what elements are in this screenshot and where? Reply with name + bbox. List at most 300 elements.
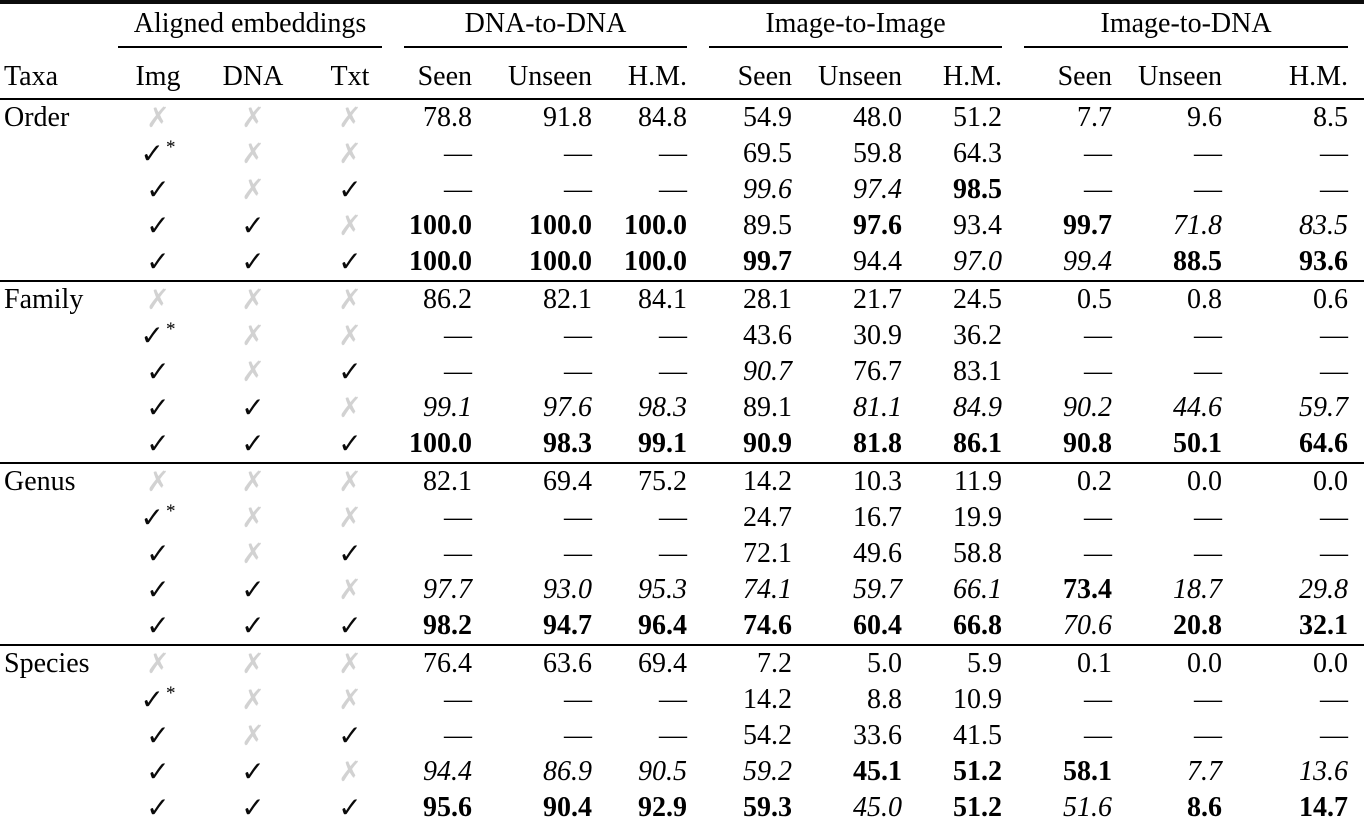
table-row bbox=[0, 208, 1364, 244]
value-cell: 74.1 bbox=[743, 574, 793, 605]
table-row bbox=[0, 682, 1364, 718]
column-header-img2dna-hm: H.M. bbox=[1238, 55, 1364, 99]
value-cell: 18.7 bbox=[1173, 574, 1223, 605]
value-cell: 0.2 bbox=[1018, 463, 1128, 500]
check-icon bbox=[112, 500, 204, 536]
value-cell: 7.7 bbox=[1187, 756, 1223, 787]
check-icon: ✓ bbox=[241, 611, 265, 642]
cross-icon: ✗ bbox=[338, 575, 362, 606]
value-cell: 69.4 bbox=[488, 463, 608, 500]
check-icon: ✓ bbox=[338, 539, 362, 570]
group-header-spacer bbox=[0, 2, 112, 55]
group-label: Aligned embeddings bbox=[118, 8, 382, 48]
check-icon: ✓ bbox=[140, 139, 164, 170]
cross-icon: ✗ bbox=[338, 103, 362, 134]
value-cell: 16.7 bbox=[853, 502, 903, 533]
check-icon: ✓ bbox=[146, 175, 170, 206]
taxon-label: Order bbox=[4, 102, 70, 133]
value-cell: — bbox=[564, 320, 592, 351]
value-cell: 10.9 bbox=[953, 684, 1003, 715]
check-icon bbox=[204, 608, 302, 645]
value-cell: — bbox=[1194, 684, 1223, 715]
check-icon bbox=[112, 790, 204, 822]
value-cell: 99.7 bbox=[1063, 210, 1113, 241]
cross-icon: ✗ bbox=[338, 321, 362, 352]
value-cell: 0.1 bbox=[1018, 645, 1128, 682]
column-header-img2img-seen: Seen bbox=[703, 55, 808, 99]
check-icon bbox=[112, 354, 204, 390]
cross-icon bbox=[302, 390, 398, 426]
value-cell: 11.9 bbox=[918, 463, 1018, 500]
check-icon: ✓ bbox=[146, 393, 170, 424]
value-cell: 54.2 bbox=[743, 720, 793, 751]
table-row bbox=[0, 318, 1364, 354]
table-row bbox=[0, 463, 1364, 500]
value-cell: 75.2 bbox=[608, 463, 703, 500]
cross-icon bbox=[204, 99, 302, 136]
taxon-label bbox=[0, 536, 112, 572]
value-cell: 29.8 bbox=[1299, 574, 1349, 605]
value-cell: 92.9 bbox=[638, 792, 688, 822]
check-icon bbox=[302, 354, 398, 390]
check-icon bbox=[302, 172, 398, 208]
check-icon bbox=[112, 682, 204, 718]
value-cell: 60.4 bbox=[853, 610, 903, 641]
table-row bbox=[0, 500, 1364, 536]
check-icon: ✓ bbox=[146, 793, 170, 822]
cross-icon: ✗ bbox=[338, 139, 362, 170]
value-cell: — bbox=[1084, 138, 1113, 169]
value-cell: — bbox=[659, 138, 688, 169]
value-cell: 8.8 bbox=[867, 684, 903, 715]
value-cell: 95.6 bbox=[423, 792, 472, 822]
value-cell: 43.6 bbox=[743, 320, 793, 351]
cross-icon: ✗ bbox=[338, 649, 362, 680]
check-icon bbox=[302, 608, 398, 645]
value-cell: — bbox=[1320, 138, 1349, 169]
table-header bbox=[0, 2, 1364, 99]
value-cell: 64.3 bbox=[953, 138, 1003, 169]
value-cell: — bbox=[1320, 684, 1349, 715]
value-cell: — bbox=[1084, 538, 1113, 569]
value-cell: — bbox=[1320, 356, 1349, 387]
value-cell: 28.1 bbox=[703, 281, 808, 318]
check-icon: ✓ bbox=[241, 793, 265, 822]
check-icon bbox=[302, 426, 398, 463]
value-cell: 99.4 bbox=[1063, 246, 1113, 277]
check-icon: ✓ bbox=[338, 429, 362, 460]
value-cell: — bbox=[564, 684, 592, 715]
value-cell: 100.0 bbox=[624, 210, 688, 241]
value-cell: 59.7 bbox=[1299, 392, 1349, 423]
value-cell: 89.5 bbox=[743, 210, 793, 241]
value-cell: — bbox=[444, 356, 472, 387]
value-cell: 14.2 bbox=[743, 684, 793, 715]
cross-icon bbox=[302, 645, 398, 682]
value-cell: 51.2 bbox=[953, 792, 1003, 822]
value-cell: — bbox=[444, 538, 472, 569]
value-cell: 83.5 bbox=[1299, 210, 1349, 241]
value-cell: 0.8 bbox=[1128, 281, 1238, 318]
cross-icon: ✗ bbox=[241, 503, 265, 534]
value-cell: 51.6 bbox=[1063, 792, 1113, 822]
value-cell: 90.2 bbox=[1063, 392, 1113, 423]
value-cell: 95.3 bbox=[638, 574, 688, 605]
value-cell: 86.2 bbox=[398, 281, 488, 318]
check-icon: ✓ bbox=[140, 503, 164, 534]
value-cell: 49.6 bbox=[853, 538, 903, 569]
column-header-row bbox=[0, 55, 1364, 99]
value-cell: 90.9 bbox=[743, 428, 793, 459]
value-cell: 0.6 bbox=[1238, 281, 1364, 318]
cross-icon bbox=[204, 463, 302, 500]
value-cell: 84.1 bbox=[608, 281, 703, 318]
cross-icon: ✗ bbox=[338, 503, 362, 534]
value-cell: 100.0 bbox=[529, 246, 592, 277]
cross-icon: ✗ bbox=[338, 467, 362, 498]
cross-icon bbox=[302, 500, 398, 536]
value-cell: 0.0 bbox=[1128, 463, 1238, 500]
cross-icon: ✗ bbox=[338, 211, 362, 242]
cross-icon: ✗ bbox=[241, 539, 265, 570]
column-header-dna2dna-seen: Seen bbox=[398, 55, 488, 99]
value-cell: 44.6 bbox=[1173, 392, 1223, 423]
value-cell: 32.1 bbox=[1299, 610, 1349, 641]
taxon-label bbox=[0, 244, 112, 281]
value-cell: — bbox=[1084, 320, 1113, 351]
value-cell: 81.1 bbox=[853, 392, 903, 423]
value-cell: 99.6 bbox=[743, 174, 793, 205]
cross-icon bbox=[204, 682, 302, 718]
value-cell: 76.7 bbox=[853, 356, 903, 387]
group-label: Image-to-DNA bbox=[1024, 8, 1348, 48]
table-row bbox=[0, 645, 1364, 682]
value-cell: 50.1 bbox=[1173, 428, 1223, 459]
cross-icon: ✗ bbox=[146, 467, 170, 498]
taxon-label bbox=[0, 790, 112, 822]
check-icon bbox=[204, 208, 302, 244]
cross-icon bbox=[204, 136, 302, 172]
value-cell: — bbox=[444, 320, 472, 351]
value-cell: — bbox=[1194, 356, 1223, 387]
asterisk-marker: * bbox=[165, 500, 176, 522]
check-icon: ✓ bbox=[338, 793, 362, 822]
value-cell: — bbox=[659, 720, 688, 751]
value-cell: 7.7 bbox=[1077, 102, 1113, 133]
taxon-label bbox=[0, 354, 112, 390]
cross-icon bbox=[112, 99, 204, 136]
cross-icon: ✗ bbox=[241, 321, 265, 352]
value-cell: 93.6 bbox=[1299, 246, 1349, 277]
asterisk-marker: * bbox=[165, 318, 176, 340]
table-row bbox=[0, 608, 1364, 645]
value-cell: — bbox=[1320, 720, 1349, 751]
value-cell: 33.6 bbox=[853, 720, 903, 751]
value-cell: — bbox=[1194, 320, 1223, 351]
value-cell: 97.7 bbox=[423, 574, 472, 605]
check-icon: ✓ bbox=[241, 211, 265, 242]
cross-icon bbox=[302, 572, 398, 608]
value-cell: — bbox=[1320, 320, 1349, 351]
cross-icon: ✗ bbox=[241, 285, 265, 316]
check-icon bbox=[112, 608, 204, 645]
cross-icon: ✗ bbox=[241, 175, 265, 206]
value-cell: 0.0 bbox=[1128, 645, 1238, 682]
table-row bbox=[0, 281, 1364, 318]
check-icon bbox=[204, 790, 302, 822]
value-cell: — bbox=[659, 502, 688, 533]
value-cell: 59.7 bbox=[853, 574, 903, 605]
value-cell: 69.5 bbox=[743, 138, 793, 169]
value-cell: 100.0 bbox=[409, 246, 472, 277]
check-icon: ✓ bbox=[338, 721, 362, 752]
value-cell: — bbox=[444, 174, 472, 205]
taxon-label bbox=[0, 682, 112, 718]
table-row bbox=[0, 390, 1364, 426]
check-icon bbox=[204, 390, 302, 426]
taxon-label bbox=[0, 426, 112, 463]
cross-icon bbox=[302, 99, 398, 136]
value-cell: 97.6 bbox=[543, 392, 592, 423]
value-cell: 36.2 bbox=[953, 320, 1003, 351]
taxon-label: Species bbox=[0, 645, 112, 682]
value-cell: 76.4 bbox=[398, 645, 488, 682]
value-cell: — bbox=[1194, 538, 1223, 569]
cross-icon: ✗ bbox=[338, 393, 362, 424]
check-icon: ✓ bbox=[241, 429, 265, 460]
value-cell: — bbox=[1084, 502, 1113, 533]
check-icon bbox=[302, 244, 398, 281]
taxon-label bbox=[0, 208, 112, 244]
value-cell: 64.6 bbox=[1299, 428, 1349, 459]
cross-icon: ✗ bbox=[146, 285, 170, 316]
value-cell: 59.2 bbox=[743, 756, 793, 787]
value-cell: 24.7 bbox=[743, 502, 793, 533]
value-cell: 86.1 bbox=[953, 428, 1003, 459]
cross-icon bbox=[302, 208, 398, 244]
cross-icon bbox=[302, 463, 398, 500]
check-icon: ✓ bbox=[338, 175, 362, 206]
value-cell: 98.5 bbox=[953, 174, 1003, 205]
value-cell: 86.9 bbox=[543, 756, 592, 787]
value-cell: 19.9 bbox=[953, 502, 1003, 533]
table-row bbox=[0, 136, 1364, 172]
value-cell: 8.6 bbox=[1187, 792, 1223, 822]
value-cell: 100.0 bbox=[409, 428, 472, 459]
value-cell: — bbox=[1320, 174, 1349, 205]
column-header-dna2dna-unseen: Unseen bbox=[488, 55, 608, 99]
value-cell: 84.9 bbox=[953, 392, 1003, 423]
value-cell: 24.5 bbox=[918, 281, 1018, 318]
value-cell: 100.0 bbox=[529, 210, 592, 241]
group-header-dna-to-dna bbox=[398, 2, 703, 55]
check-icon: ✓ bbox=[241, 247, 265, 278]
value-cell: 59.8 bbox=[853, 138, 903, 169]
value-cell: 0.0 bbox=[1238, 645, 1364, 682]
cross-icon: ✗ bbox=[241, 649, 265, 680]
check-icon: ✓ bbox=[146, 429, 170, 460]
value-cell: 59.3 bbox=[743, 792, 793, 822]
value-cell: 97.6 bbox=[853, 210, 903, 241]
taxon-label bbox=[0, 754, 112, 790]
value-cell: 30.9 bbox=[853, 320, 903, 351]
value-cell: 14.7 bbox=[1299, 792, 1349, 822]
cross-icon bbox=[204, 172, 302, 208]
value-cell: 88.5 bbox=[1173, 246, 1223, 277]
check-icon: ✓ bbox=[241, 575, 265, 606]
value-cell: 78.8 bbox=[423, 102, 472, 133]
value-cell: 41.5 bbox=[953, 720, 1003, 751]
value-cell: 99.1 bbox=[638, 428, 688, 459]
asterisk-marker: * bbox=[165, 682, 176, 704]
cross-icon: ✗ bbox=[338, 685, 362, 716]
value-cell: 48.0 bbox=[853, 102, 903, 133]
check-icon bbox=[112, 136, 204, 172]
value-cell: — bbox=[1084, 356, 1113, 387]
value-cell: 99.7 bbox=[743, 246, 793, 277]
check-icon: ✓ bbox=[140, 321, 164, 352]
check-icon bbox=[112, 754, 204, 790]
value-cell: — bbox=[444, 138, 472, 169]
check-icon: ✓ bbox=[146, 539, 170, 570]
cross-icon: ✗ bbox=[241, 139, 265, 170]
check-icon bbox=[112, 718, 204, 754]
value-cell: 21.7 bbox=[808, 281, 918, 318]
value-cell: 97.0 bbox=[953, 246, 1003, 277]
check-icon bbox=[112, 172, 204, 208]
cross-icon bbox=[204, 500, 302, 536]
value-cell: — bbox=[1084, 174, 1113, 205]
check-icon: ✓ bbox=[338, 611, 362, 642]
value-cell: — bbox=[659, 684, 688, 715]
value-cell: 96.4 bbox=[638, 610, 688, 641]
check-icon bbox=[112, 536, 204, 572]
check-icon: ✓ bbox=[241, 757, 265, 788]
value-cell: 98.3 bbox=[638, 392, 688, 423]
cross-icon bbox=[302, 136, 398, 172]
value-cell: — bbox=[659, 356, 688, 387]
value-cell: 70.6 bbox=[1063, 610, 1113, 641]
taxon-label bbox=[0, 572, 112, 608]
group-header-row bbox=[0, 2, 1364, 55]
value-cell: 45.1 bbox=[853, 756, 903, 787]
value-cell: 94.7 bbox=[543, 610, 592, 641]
cross-icon bbox=[302, 682, 398, 718]
value-cell: 83.1 bbox=[953, 356, 1003, 387]
value-cell: 94.4 bbox=[853, 246, 903, 277]
value-cell: 7.2 bbox=[703, 645, 808, 682]
value-cell: — bbox=[564, 538, 592, 569]
check-icon: ✓ bbox=[146, 757, 170, 788]
cross-icon bbox=[204, 718, 302, 754]
column-header-img: Img bbox=[112, 55, 204, 99]
cross-icon bbox=[204, 281, 302, 318]
value-cell: 73.4 bbox=[1063, 574, 1113, 605]
value-cell: 69.4 bbox=[608, 645, 703, 682]
check-icon bbox=[112, 572, 204, 608]
group-label: DNA-to-DNA bbox=[404, 8, 687, 48]
check-icon bbox=[204, 244, 302, 281]
check-icon: ✓ bbox=[241, 393, 265, 424]
table-row bbox=[0, 244, 1364, 281]
results-table-body bbox=[0, 99, 1364, 822]
cross-icon: ✗ bbox=[338, 757, 362, 788]
check-icon bbox=[302, 718, 398, 754]
column-header-img2dna-unseen: Unseen bbox=[1128, 55, 1238, 99]
value-cell: 84.8 bbox=[638, 102, 688, 133]
value-cell: 8.5 bbox=[1313, 102, 1349, 133]
value-cell: — bbox=[564, 356, 592, 387]
taxon-label bbox=[0, 500, 112, 536]
value-cell: 66.8 bbox=[953, 610, 1003, 641]
value-cell: 63.6 bbox=[488, 645, 608, 682]
table-row bbox=[0, 754, 1364, 790]
value-cell: 89.1 bbox=[743, 392, 793, 423]
value-cell: — bbox=[1194, 502, 1223, 533]
cross-icon: ✗ bbox=[241, 685, 265, 716]
value-cell: — bbox=[564, 138, 592, 169]
value-cell: 51.2 bbox=[953, 102, 1003, 133]
table-row bbox=[0, 354, 1364, 390]
cross-icon bbox=[204, 645, 302, 682]
group-label: Image-to-Image bbox=[709, 8, 1002, 48]
value-cell: 13.6 bbox=[1299, 756, 1349, 787]
value-cell: 82.1 bbox=[488, 281, 608, 318]
check-icon: ✓ bbox=[146, 611, 170, 642]
cross-icon bbox=[112, 281, 204, 318]
value-cell: 58.8 bbox=[953, 538, 1003, 569]
table-row bbox=[0, 790, 1364, 822]
value-cell: — bbox=[444, 684, 472, 715]
cross-icon bbox=[112, 463, 204, 500]
check-icon bbox=[204, 426, 302, 463]
check-icon: ✓ bbox=[146, 575, 170, 606]
value-cell: 72.1 bbox=[743, 538, 793, 569]
taxon-label: Family bbox=[0, 281, 112, 318]
table-row bbox=[0, 426, 1364, 463]
column-header-img2img-unseen: Unseen bbox=[808, 55, 918, 99]
value-cell: 93.4 bbox=[953, 210, 1003, 241]
value-cell: — bbox=[444, 720, 472, 751]
taxon-label bbox=[0, 608, 112, 645]
value-cell: 82.1 bbox=[398, 463, 488, 500]
cross-icon: ✗ bbox=[146, 649, 170, 680]
check-icon: ✓ bbox=[140, 685, 164, 716]
value-cell: — bbox=[1320, 538, 1349, 569]
value-cell: — bbox=[444, 502, 472, 533]
cross-icon bbox=[204, 318, 302, 354]
taxon-label bbox=[0, 172, 112, 208]
column-header-img2img-hm: H.M. bbox=[918, 55, 1018, 99]
value-cell: — bbox=[564, 720, 592, 751]
value-cell: — bbox=[659, 174, 688, 205]
value-cell: 99.1 bbox=[423, 392, 472, 423]
check-icon bbox=[112, 390, 204, 426]
check-icon: ✓ bbox=[146, 721, 170, 752]
value-cell: 90.8 bbox=[1063, 428, 1113, 459]
value-cell: 100.0 bbox=[624, 246, 688, 277]
value-cell: 93.0 bbox=[543, 574, 592, 605]
taxon-label bbox=[0, 718, 112, 754]
taxon-label bbox=[0, 390, 112, 426]
value-cell: 71.8 bbox=[1173, 210, 1223, 241]
check-icon bbox=[302, 536, 398, 572]
value-cell: 51.2 bbox=[953, 756, 1003, 787]
value-cell: — bbox=[564, 174, 592, 205]
column-header-dna2dna-hm: H.M. bbox=[608, 55, 703, 99]
table-row bbox=[0, 172, 1364, 208]
table-row bbox=[0, 718, 1364, 754]
